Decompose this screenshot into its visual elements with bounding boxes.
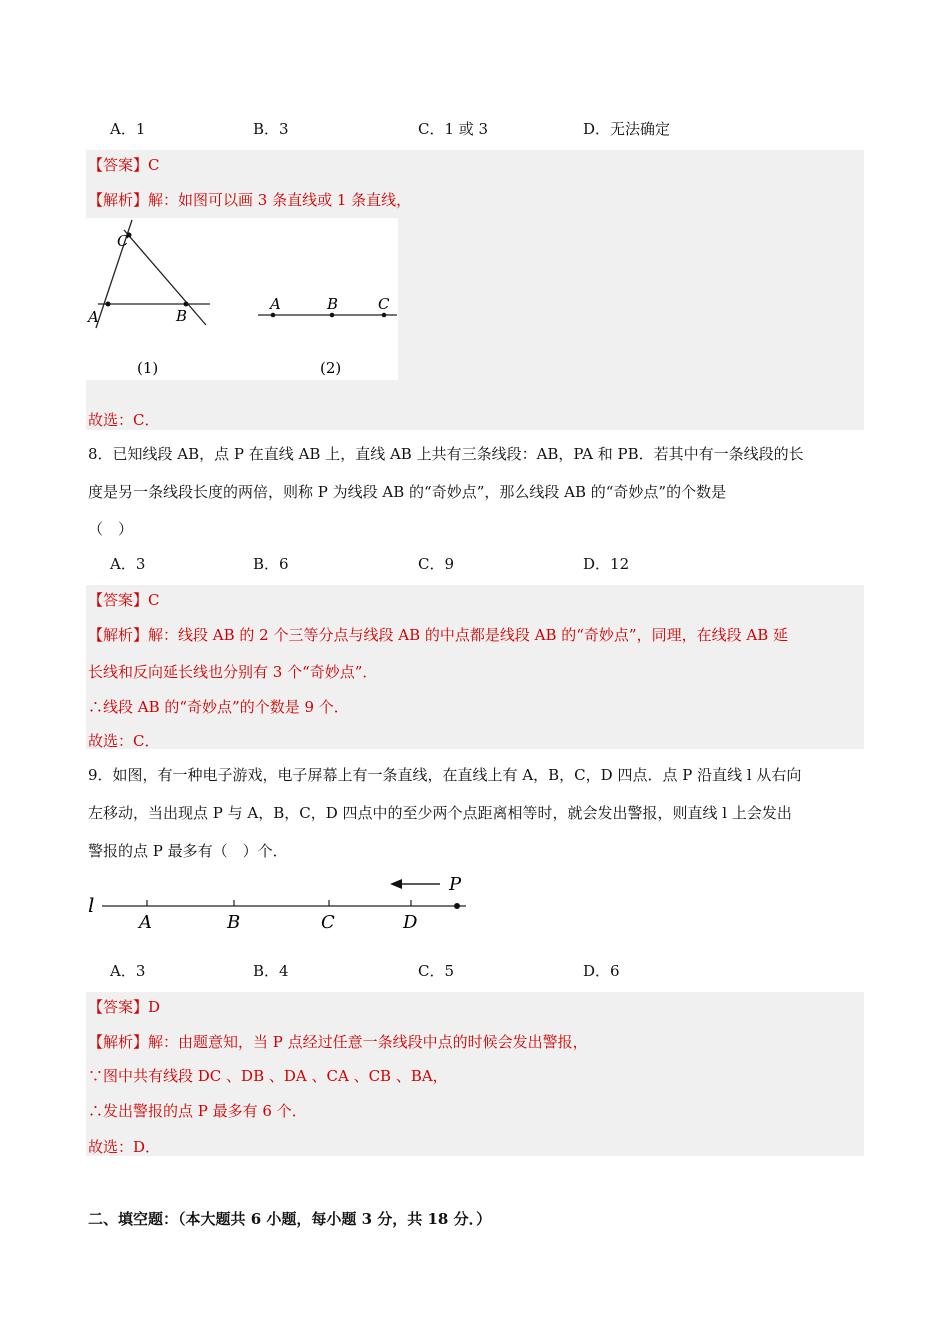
fig1-label-c: C [117,232,129,250]
q8-analysis-line3: ∴线段 AB 的“奇妙点”的个数是 9 个． [88,698,349,716]
q9-figure [84,870,474,936]
q7-conclusion: 故选：C． [88,411,160,429]
q8-stem-line2: 度是另一条线段长度的两倍，则称 P 为线段 AB 的“奇妙点”，那么线段 AB 的“奇妙点”的个数是 [88,483,727,501]
q9-analysis-line2: ∵图中共有线段 DC 、DB 、DA 、CA 、CB 、BA， [88,1067,448,1085]
q7-analysis: 【解析】解：如图可以画 3 条直线或 1 条直线， [88,191,412,209]
q7-answer: 【答案】C [88,156,160,174]
q9-analysis-line1: 【解析】解：由题意知，当 P 点经过任意一条线段中点的时候会发出警报， [88,1033,588,1051]
q9-analysis-line3: ∴发出警报的点 P 最多有 6 个． [88,1102,307,1120]
fig-label-b: B [227,912,241,933]
arrow-left-icon [390,879,402,889]
point-a2-dot [271,313,276,318]
q7-figure [86,218,398,380]
point-p-dot [454,903,460,909]
point-a-dot [106,302,111,307]
fig-label-a: A [139,912,152,933]
q8-option-c: C．9 [418,555,455,573]
point-b2-dot [330,313,335,318]
q9-stem-line3: 警报的点 P 最多有（ ）个． [88,842,288,860]
fig-label-p: P [449,874,462,895]
line-l-label: l [88,893,95,917]
q8-stem-line1: 8．已知线段 AB，点 P 在直线 AB 上，直线 AB 上共有三条线段：AB，PA 和 PB．若其中有一条线段的长 [88,445,804,463]
fig2-label-a: A [270,295,281,313]
q8-answer: 【答案】C [88,591,160,609]
fig-label-d: D [403,912,418,933]
q8-analysis-line1: 【解析】解：线段 AB 的 2 个三等分点与线段 AB 的中点都是线段 AB 的“奇妙点”，同理，在线段 AB 延 [88,626,788,644]
q8-option-d: D．12 [583,555,630,573]
q8-option-b: B．6 [253,555,289,573]
fig1-label-a: A [88,308,99,326]
q9-stem-line2: 左移动，当出现点 P 与 A，B，C，D 四点中的至少两个点距离相等时，就会发出警报，则直线 l 上会发出 [88,804,792,822]
fig2-label-b: B [327,295,339,313]
q8-analysis-line2: 长线和反向延长线也分别有 3 个“奇妙点”． [88,663,378,681]
q8-stem-line3: （ ） [88,520,134,538]
q7-option-b: B．3 [253,120,289,138]
q7-option-a: A．1 [110,120,146,138]
q8-option-a: A．3 [110,555,146,573]
point-b-dot [184,302,189,307]
q9-answer: 【答案】D [88,998,161,1016]
q7-option-d: D．无法确定 [583,120,671,138]
q9-option-c: C．5 [418,962,455,980]
q9-conclusion: 故选：D． [88,1138,161,1156]
q7-option-c: C．1 或 3 [418,120,489,138]
fig2-caption: (2) [320,359,342,377]
fig-label-c: C [321,912,335,933]
q9-option-b: B．4 [253,962,289,980]
fig2-label-c: C [378,295,390,313]
q9-option-a: A．3 [110,962,146,980]
q9-option-d: D．6 [583,962,620,980]
fig1-caption: (1) [137,359,159,377]
section-title: 二、填空题：（本大题共 6 小题，每小题 3 分，共 18 分．） [88,1210,492,1228]
q9-stem-line1: 9．如图，有一种电子游戏，电子屏幕上有一条直线，在直线上有 A，B，C，D 四点．点 P 沿直线 l 从右向 [88,766,802,784]
fig1-label-b: B [176,307,188,325]
point-c2-dot [382,313,387,318]
q8-conclusion: 故选：C． [88,732,160,750]
